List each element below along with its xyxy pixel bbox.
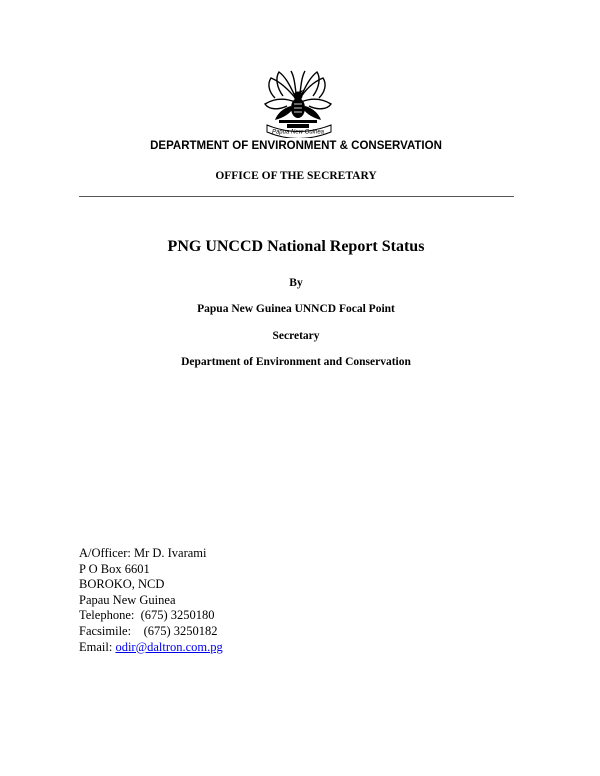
contact-email-line <box>79 640 223 656</box>
office-title: OFFICE OF THE SECRETARY <box>215 170 377 182</box>
emblem-banner-text: Papua New Guinea <box>271 129 325 136</box>
divider <box>79 196 514 197</box>
email-link[interactable]: odir@daltron.com.pg <box>115 639 223 654</box>
contact-city: BOROKO, NCD <box>79 577 165 592</box>
contact-email-label: Email: <box>79 639 116 654</box>
contact-block <box>79 546 223 655</box>
bird-of-paradise-emblem-icon <box>259 70 337 138</box>
department-title: DEPARTMENT OF ENVIRONMENT & CONSERVATION <box>150 140 442 152</box>
contact-po-box: P O Box 6601 <box>79 561 150 576</box>
report-focal-point: Papua New Guinea UNNCD Focal Point <box>197 303 395 315</box>
report-organization: Department of Environment and Conservation <box>181 356 411 368</box>
contact-country: Papau New Guinea <box>79 592 176 607</box>
report-title: PNG UNCCD National Report Status <box>167 238 425 255</box>
report-by: By <box>289 277 303 289</box>
contact-officer: A/Officer: Mr D. Ivarami <box>79 546 207 560</box>
contact-telephone: Telephone: (675) 3250180 <box>79 608 215 623</box>
report-role: Secretary <box>272 330 320 342</box>
contact-facsimile: Facsimile: (675) 3250182 <box>79 623 218 638</box>
